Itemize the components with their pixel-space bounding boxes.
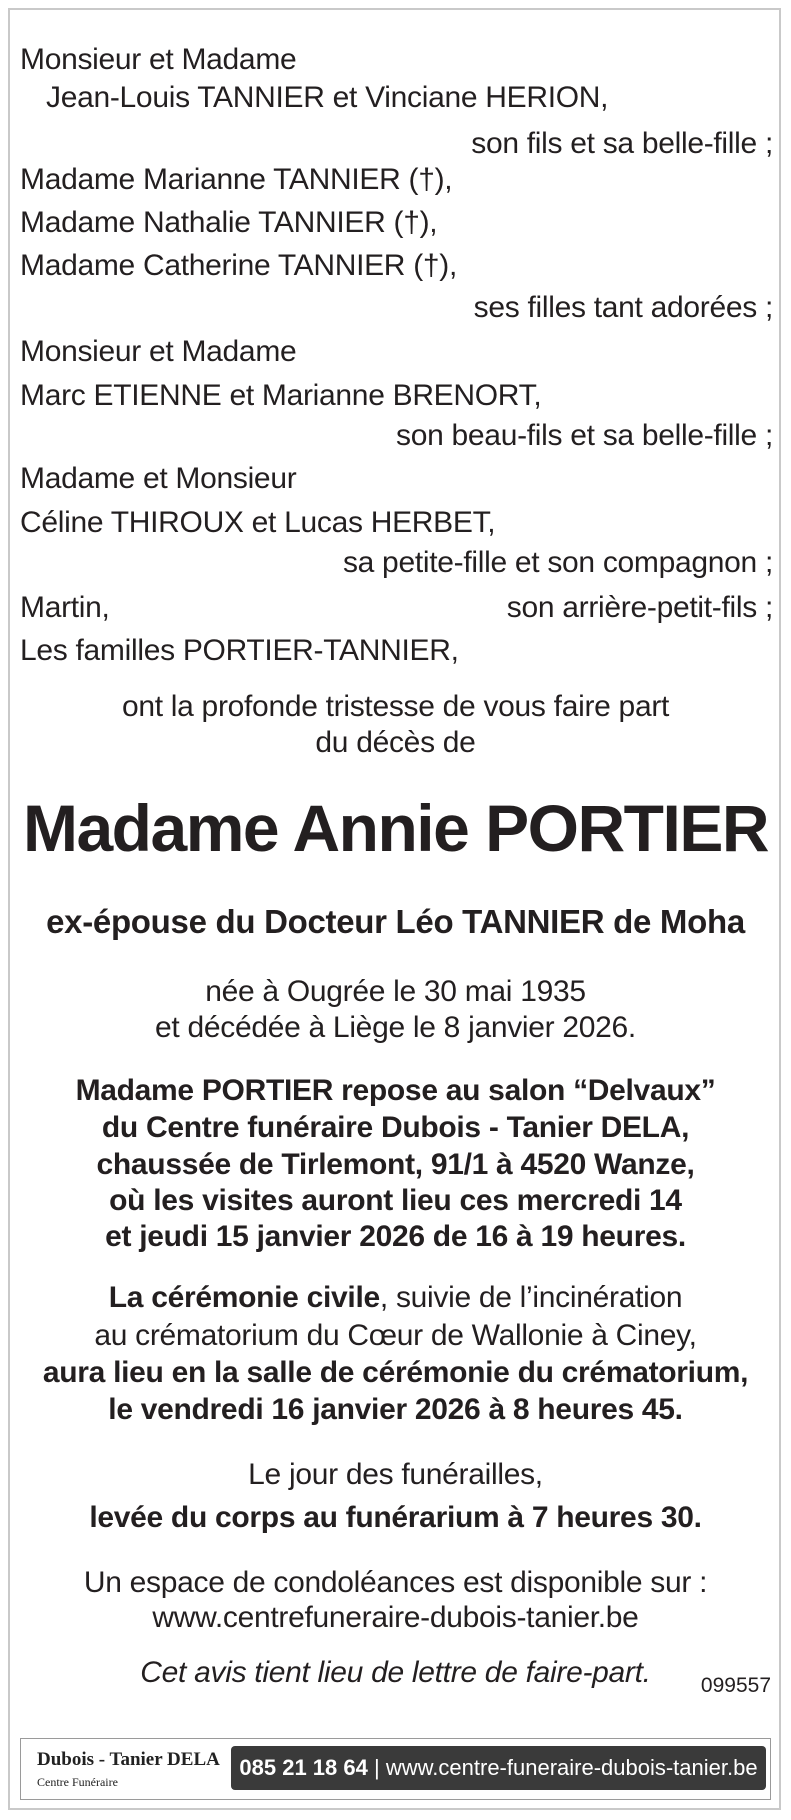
ceremony-line: le vendredi 16 janvier 2026 à 8 heures 45.	[108, 1393, 683, 1426]
salon-line: Madame PORTIER repose au salon “Delvaux”	[75, 1074, 716, 1107]
ceremony-line: aura lieu en la salle de cérémonie du crématorium,	[42, 1356, 749, 1389]
ex-spouse-line: ex-épouse du Docteur Léo TANNIER de Moha	[46, 903, 745, 940]
ceremony-lead: La cérémonie civile	[108, 1281, 380, 1314]
ceremony-line	[0, 1278, 791, 1318]
salon-line: et jeudi 15 janvier 2026 de 16 à 19 heures.	[105, 1220, 686, 1253]
salon-line: chaussée de Tirlemont, 91/1 à 4520 Wanze,	[96, 1148, 695, 1181]
funeral-home-logo-subtitle: Centre Funéraire	[37, 1775, 118, 1789]
family-line: Les familles PORTIER-TANNIER,	[20, 634, 459, 667]
ceremony-rest: , suivie de l’incinération	[379, 1281, 683, 1314]
family-relation: son arrière-petit-fils ;	[506, 591, 773, 624]
ceremony-line: au crématorium du Cœur de Wallonie à Ciney,	[94, 1319, 697, 1352]
family-relation: sa petite-fille et son compagnon ;	[342, 546, 773, 579]
reference-number: 099557	[700, 1674, 771, 1697]
family-line: Madame Marianne TANNIER (†),	[20, 163, 453, 196]
funeral-line: levée du corps au funérarium à 7 heures 30.	[89, 1501, 702, 1534]
funeral-home-footer	[20, 1738, 771, 1800]
salon-line: où les visites auront lieu ces mercredi 14	[109, 1184, 682, 1217]
family-relation: ses filles tant adorées ;	[473, 291, 773, 324]
birth-line: née à Ougrée le 30 mai 1935	[205, 975, 586, 1008]
condolences-url[interactable]: www.centrefuneraire-dubois-tanier.be	[152, 1601, 639, 1634]
family-line: Marc ETIENNE et Marianne BRENORT,	[20, 379, 542, 412]
closing-line: Cet avis tient lieu de lettre de faire-part.	[140, 1656, 651, 1689]
announcement-line: ont la profonde tristesse de vous faire part	[121, 690, 670, 723]
contact-banner	[231, 1746, 766, 1790]
family-line: Céline THIROUX et Lucas HERBET,	[20, 506, 496, 539]
family-line: Madame et Monsieur	[20, 462, 297, 495]
family-line: Madame Catherine TANNIER (†),	[20, 249, 458, 282]
family-line: Monsieur et Madame	[20, 335, 297, 368]
condolences-line: Un espace de condoléances est disponible sur :	[83, 1566, 708, 1599]
family-relation: son beau-fils et sa belle-fille ;	[396, 419, 773, 452]
family-line: Jean-Louis TANNIER et Vinciane HERION,	[46, 81, 609, 114]
salon-line: du Centre funéraire Dubois - Tanier DELA,	[101, 1111, 690, 1144]
announcement-line: du décès de	[315, 726, 476, 759]
deceased-name: Madame Annie PORTIER	[22, 791, 769, 865]
family-line: Madame Nathalie TANNIER (†),	[20, 206, 438, 239]
website-link[interactable]: www.centre-funeraire-dubois-tanier.be	[385, 1755, 758, 1780]
funeral-line: Le jour des funérailles,	[248, 1458, 543, 1491]
phone-number[interactable]: 085 21 18 64	[239, 1755, 368, 1780]
family-line: Martin,	[20, 591, 110, 624]
family-line: Monsieur et Madame	[20, 43, 297, 76]
death-line: et décédée à Liège le 8 janvier 2026.	[155, 1011, 636, 1044]
funeral-home-logo: Dubois - Tanier DELA	[37, 1749, 220, 1770]
separator: |	[374, 1755, 380, 1780]
family-relation: son fils et sa belle-fille ;	[471, 127, 773, 160]
